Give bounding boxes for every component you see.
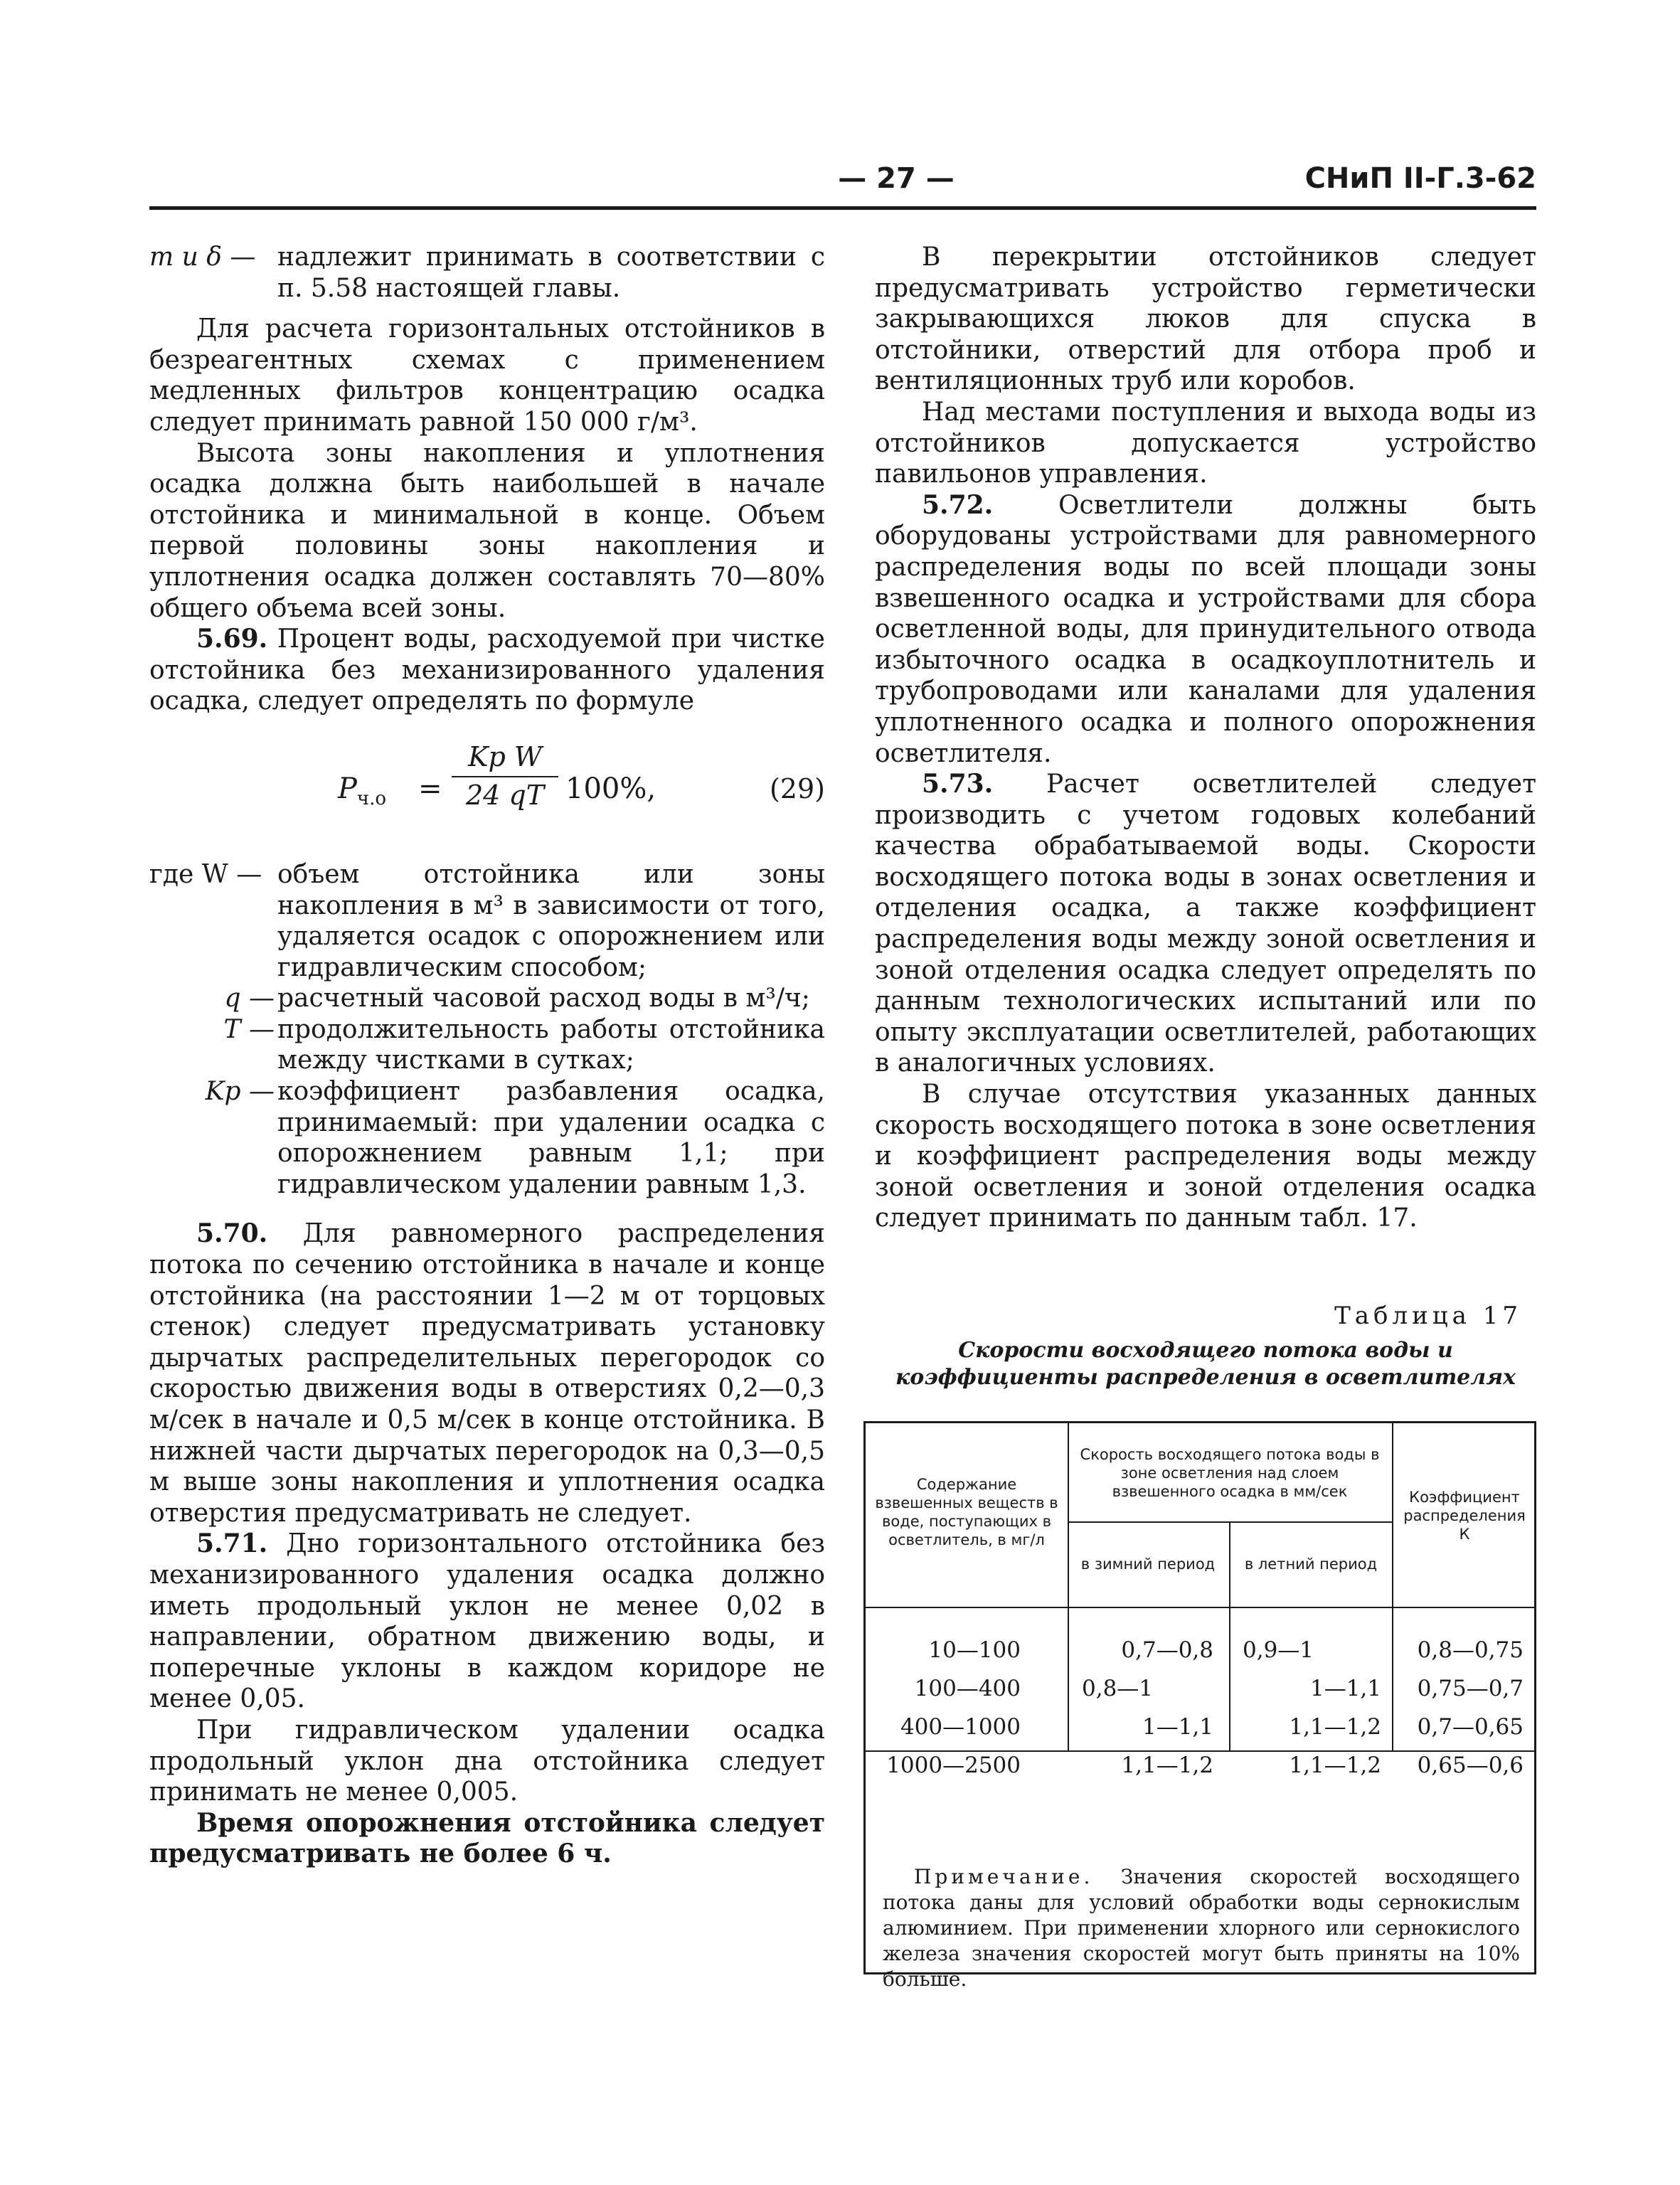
note-text: Значения скоростей восходящего потока даны для условий обработки воды сернокислым алюминием. При применении хлорного или сернокислого железа значения скоростей могут быть приняты на 10% больше.	[883, 1865, 1520, 1991]
section-text: Процент воды, расходуемой при чистке отстойника без механизированного удаления осадка, следует определять по формуле	[149, 624, 825, 716]
header-rule	[149, 206, 1536, 210]
formula-equals: =	[418, 772, 442, 805]
definition-text: продолжительность работы отстойника между чистками в сутках;	[277, 1014, 825, 1075]
cell-summer: 1,1—1,2	[1289, 1753, 1381, 1778]
section-number: 5.69.	[196, 624, 268, 654]
definition-text: объем отстойника или зоны накопления в м³ в зависимости от того, удаляется осадок с опорожнением или гидравлическим способом;	[277, 859, 825, 982]
cell-winter: 0,8—1	[1082, 1676, 1154, 1701]
header-velocity-group: Скорость восходящего потока воды в зоне осветления над слоем взвешенного осадка в мм/сек	[1080, 1446, 1380, 1500]
definition-text: коэффициент разбавления осадка, принимаемый: при удалении осадка с опорожнением равным 1,1; при гидравлическом удалении равным 1,3.	[277, 1077, 825, 1199]
cell-summer: 1—1,1	[1309, 1676, 1381, 1701]
section-5-69	[149, 624, 825, 717]
header-winter: в зимний период	[1080, 1556, 1216, 1573]
section-5-73	[875, 769, 1536, 1079]
paragraph: При гидравлическом удалении осадка продольный уклон дна отстойника следует принимать не менее 0,005.	[149, 1715, 825, 1807]
definition-text: надлежит принимать в соответствии с п. 5.58 настоящей главы.	[277, 243, 825, 303]
definition-key: q —	[224, 984, 275, 1014]
cell-content: 400—1000	[900, 1714, 1021, 1740]
cell-content: 10—100	[928, 1637, 1021, 1663]
paragraph: Время опорожнения отстойника следует предусматривать не более 6 ч.	[149, 1807, 825, 1869]
cell-content: 1000—2500	[886, 1753, 1021, 1778]
table-note	[883, 1864, 1520, 1992]
formula-number: (29)	[769, 772, 825, 804]
table-divider	[1229, 1521, 1230, 1750]
section-5-72	[875, 490, 1536, 769]
formula-percent: 100%,	[565, 772, 656, 805]
section-text: Дно горизонтального отстойника без механизированного удаления осадка должно иметь продольный уклон не менее 0,02 в направлении, обратном движению воды, и поперечные уклоны в каждом коридоре не менее 0,05.	[149, 1529, 826, 1714]
definition-text: расчетный часовой расход воды в м³/ч;	[277, 984, 810, 1014]
section-5-70	[149, 1218, 825, 1529]
definition-t	[149, 1014, 825, 1076]
table-label: Таблица 17	[1334, 1302, 1522, 1330]
section-number: 5.71.	[196, 1529, 268, 1559]
cell-winter: 1—1,1	[1142, 1714, 1213, 1740]
definition-w	[149, 859, 825, 983]
header-content: Содержание взвешенных веществ в воде, поступающих в осветлитель, в мг/л	[875, 1476, 1058, 1548]
paragraph: Над местами поступления и выхода воды из отстойников допускается устройство павильонов управления.	[875, 397, 1536, 489]
section-number: 5.73.	[922, 769, 994, 799]
cell-winter: 0,7—0,8	[1121, 1637, 1213, 1663]
table-title: Скорости восходящего потока воды и коэффициенты распределения в осветлителях	[895, 1338, 1516, 1390]
paragraph: В перекрытии отстойников следует предусматривать устройство герметически закрывающихся люков для спуска в отстойники, отверстий для отбора проб и вентиляционных труб или коробов.	[875, 243, 1536, 396]
definition-key: m и δ —	[149, 243, 256, 272]
formula-fraction	[452, 742, 558, 811]
left-column	[149, 242, 825, 1870]
definition-m-delta	[149, 242, 825, 304]
header-coefficient: Коэффициент распределения К	[1403, 1489, 1526, 1543]
right-column	[875, 242, 1536, 1234]
cell-coefficient: 0,8—0,75	[1417, 1637, 1524, 1663]
section-number: 5.72.	[922, 489, 994, 520]
definition-key: где W —	[149, 859, 262, 889]
section-5-71	[149, 1529, 825, 1715]
note-label: Примечание.	[914, 1865, 1094, 1888]
cell-coefficient: 0,65—0,6	[1417, 1753, 1524, 1778]
definition-kr	[149, 1076, 825, 1200]
formula-denominator: 24 qT	[465, 779, 545, 811]
cell-winter: 1,1—1,2	[1121, 1753, 1213, 1778]
cell-summer: 1,1—1,2	[1289, 1714, 1381, 1740]
definition-q	[149, 983, 825, 1014]
page-header	[149, 162, 1536, 205]
cell-summer: 0,9—1	[1243, 1637, 1314, 1663]
table-divider	[1068, 1521, 1392, 1523]
section-text: Для равномерного распределения потока по сечению отстойника в начале и конце отстойника (на расстоянии 1—2 м от торцовых стенок) следует предусматривать установку дырчатых распределительных перегородок со скоростью движения воды в отверстиях 0,2—0,3 м/сек в начале и 0,5 м/сек в конце отстойника. В нижней части дырчатых перегородок на 0,3—0,5 м выше зоны накопления и уплотнения осадка отверстия предусматривать не следует.	[149, 1219, 825, 1528]
section-text: Осветлители должны быть оборудованы устройствами для равномерного распределения воды по всей площади зоны взвешенного осадка и устройствами для сбора осветленной воды, для принудительного отвода избыточного осадка в осадкоуплотнитель и трубопроводами или каналами для удаления уплотненного осадка и полного опорожнения осветлителя.	[875, 490, 1537, 768]
header-summer: в летний период	[1244, 1556, 1378, 1573]
document-code: СНиП II-Г.3-62	[1304, 162, 1536, 195]
formula-numerator: Kр W	[452, 742, 558, 777]
page-number: — 27 —	[838, 162, 955, 195]
paragraph: Высота зоны накопления и уплотнения осадка должна быть наибольшей в начале отстойника и минимальной в конце. Объем первой половины зоны накопления и уплотнения осадка должен составлять 70—80% общего объема всей зоны.	[149, 438, 825, 623]
cell-content: 100—400	[914, 1676, 1021, 1701]
cell-coefficient: 0,75—0,7	[1417, 1676, 1524, 1701]
definition-key: T —	[223, 1014, 275, 1044]
paragraph: Для расчета горизонтальных отстойников в безреагентных схемах с применением медленных фильтров концентрацию осадка следует принимать равной 150 000 г/м³.	[149, 314, 825, 437]
definition-key: Kр —	[205, 1077, 275, 1107]
cell-coefficient: 0,7—0,65	[1417, 1714, 1524, 1740]
table-17	[863, 1421, 1536, 1991]
formula-29	[149, 731, 825, 852]
paragraph: В случае отсутствия указанных данных скорость восходящего потока в зоне осветления и коэффициент распределения воды между зоной осветления и зоной отделения осадка следует принимать по данным табл. 17.	[875, 1080, 1536, 1233]
section-number: 5.70.	[196, 1218, 268, 1249]
formula-lhs: $P_{ч.о}$	[338, 772, 387, 809]
section-text: Расчет осветлителей следует производить с учетом годовых колебаний качества обрабатываемой воды. Скорости восходящего потока воды в зонах осветления и отделения осадка, а также коэффициент распределения воды между зоной осветления и зоной отделения осадка следует определять по данным технологических испытаний или по опыту эксплуатации осветлителей, работающих в аналогичных условиях.	[875, 770, 1536, 1078]
table-divider	[866, 1607, 1534, 1608]
